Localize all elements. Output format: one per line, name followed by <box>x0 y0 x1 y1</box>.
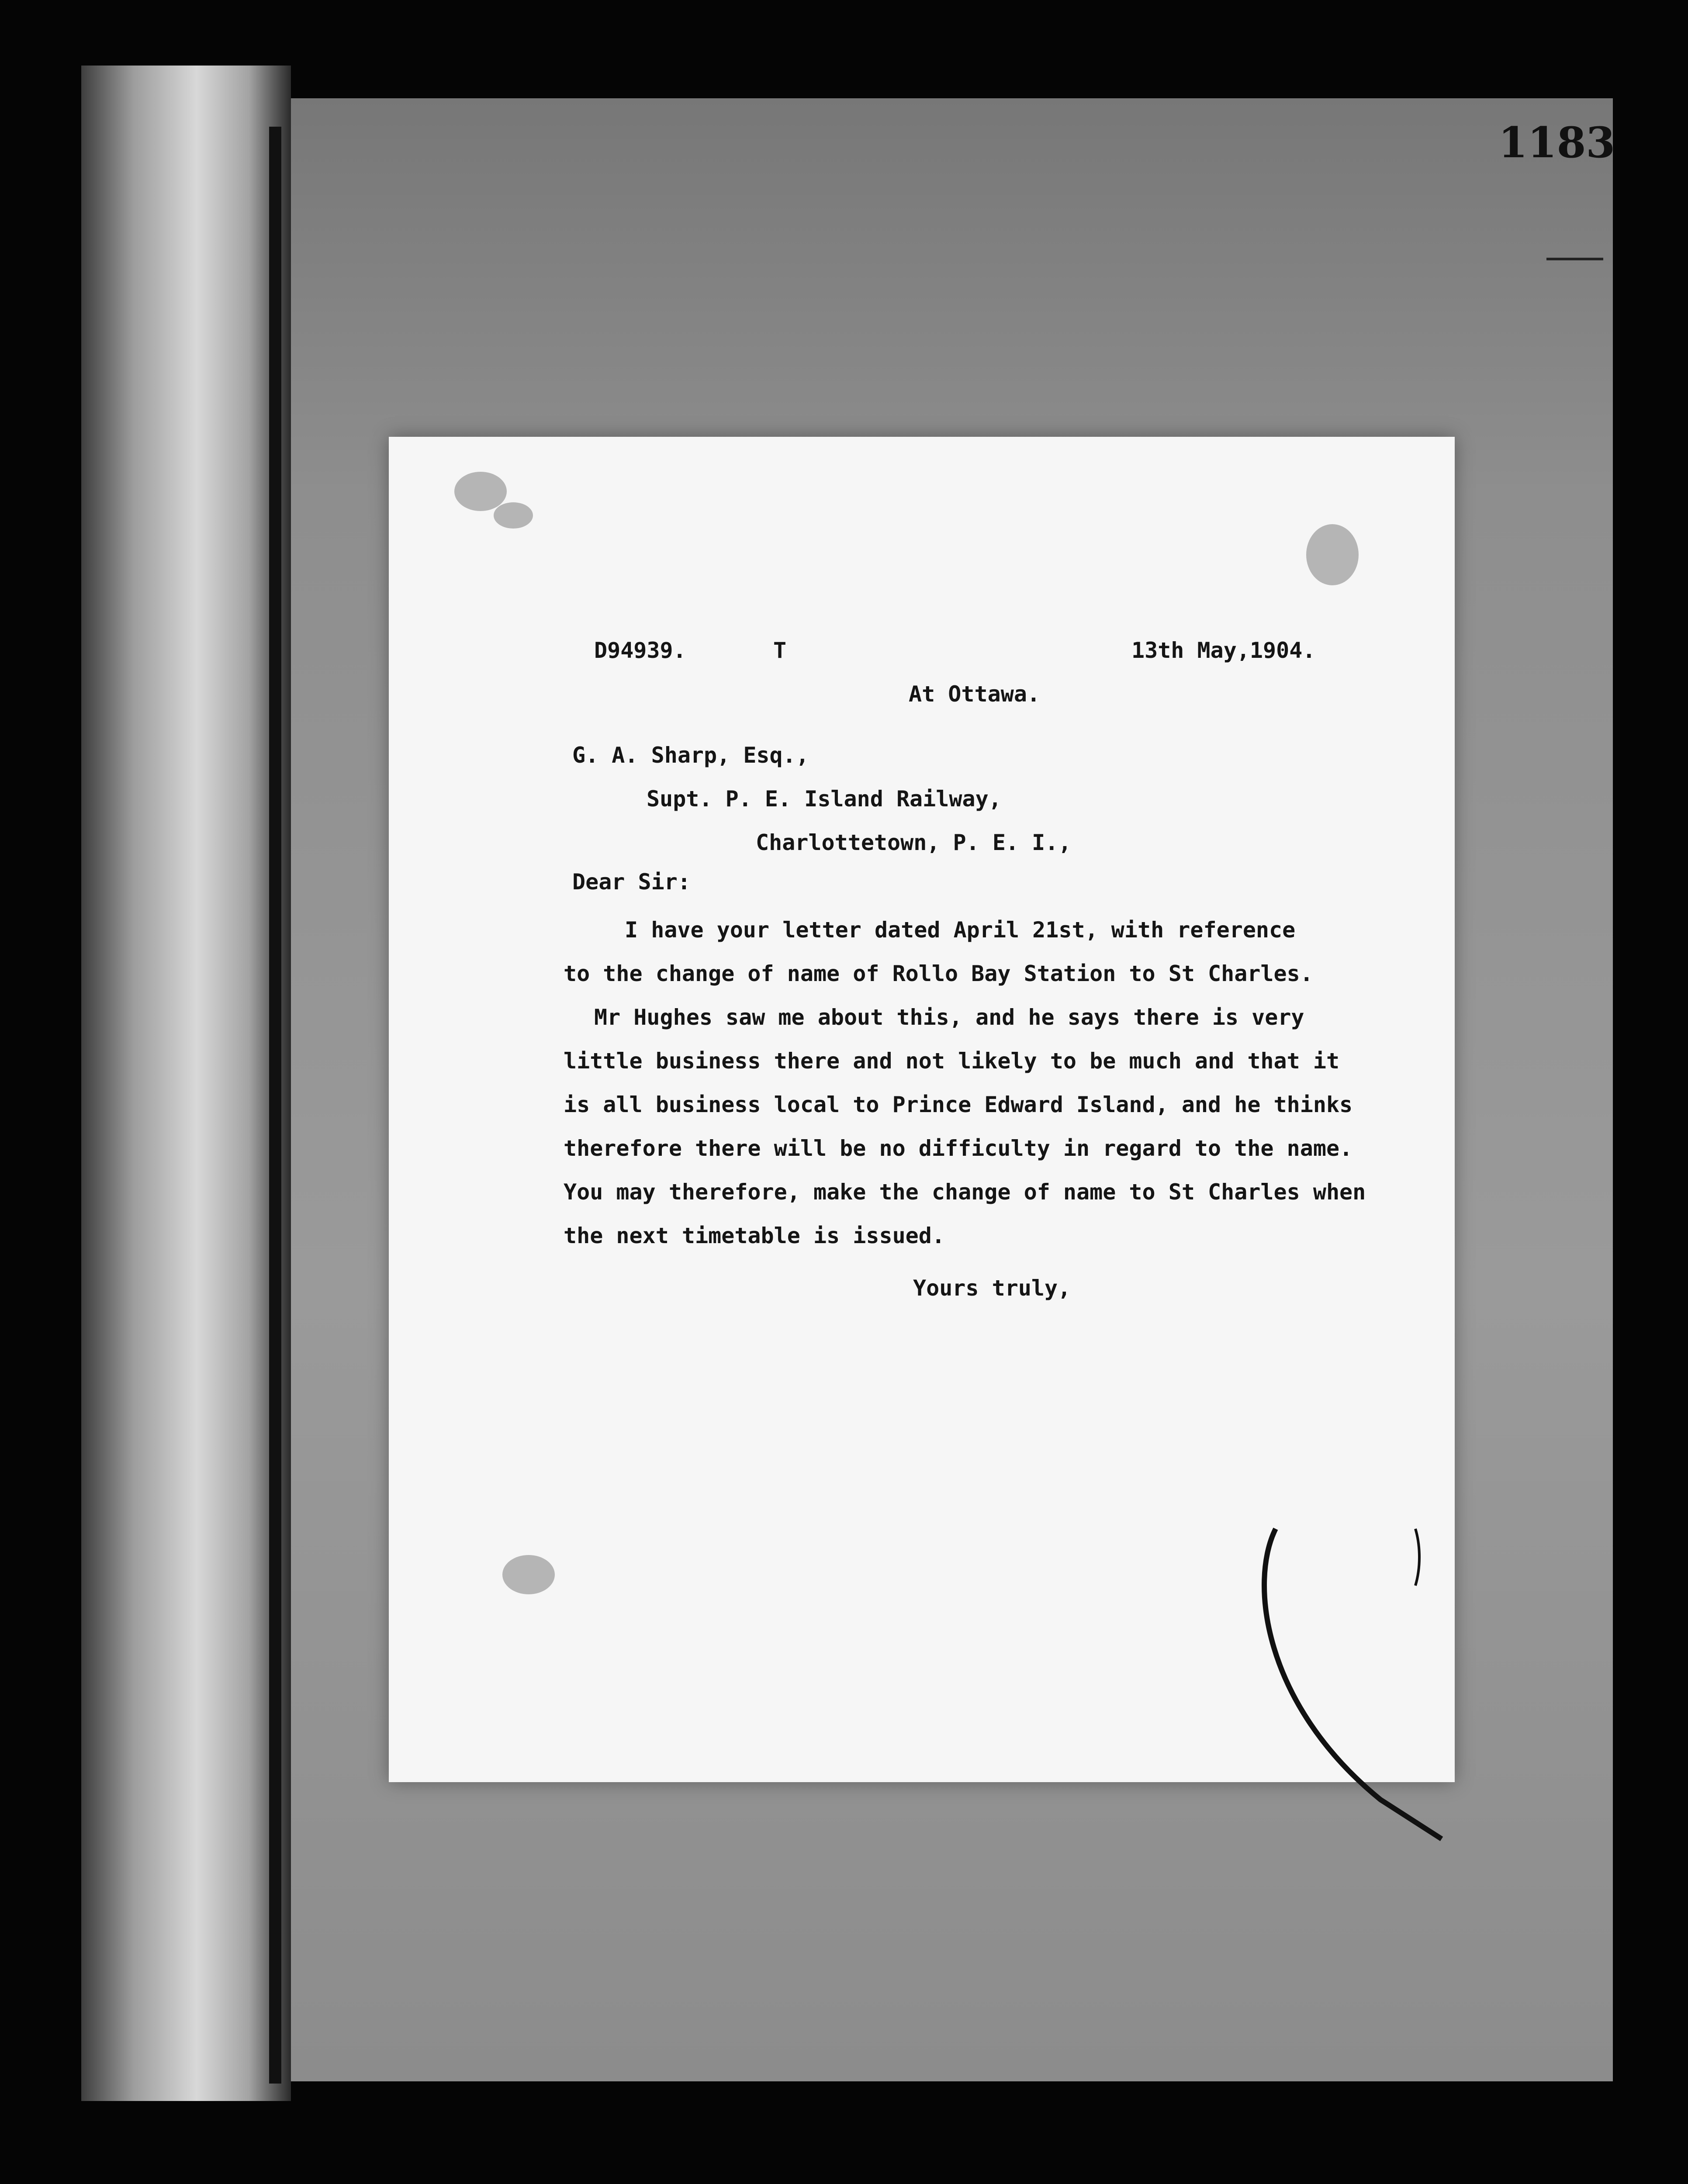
letter-date: 13th May,1904. <box>1131 638 1316 663</box>
body-line: is all business local to Prince Edward Island, and he thinks <box>564 1092 1353 1117</box>
addressee-name: G. A. Sharp, Esq., <box>572 743 809 768</box>
letter-reference: D94939. <box>594 638 686 663</box>
addressee-title: Supt. P. E. Island Railway, <box>647 786 1002 812</box>
ink-stain <box>502 1555 555 1594</box>
salutation: Dear Sir: <box>572 869 691 895</box>
body-line: to the change of name of Rollo Bay Station to St Charles. <box>564 961 1313 986</box>
folio-number: 1183 <box>1498 118 1615 167</box>
closing: Yours truly, <box>913 1275 1071 1301</box>
binding-edge <box>269 127 281 2084</box>
ink-stain <box>454 472 507 511</box>
body-line: You may therefore, make the change of name to St Charles when <box>564 1179 1366 1205</box>
body-line: Mr Hughes saw me about this, and he says there is very <box>594 1005 1304 1030</box>
body-line: the next timetable is issued. <box>564 1223 945 1248</box>
margin-mark <box>1546 258 1603 260</box>
body-line: therefore there will be no difficulty in regard to the name. <box>564 1136 1353 1161</box>
letter-mark: T <box>773 638 787 663</box>
body-line: I have your letter dated April 21st, with reference <box>625 917 1296 943</box>
ink-stain <box>494 502 533 529</box>
book-binding <box>81 66 291 2101</box>
handwritten-signature-mark <box>1249 1520 1477 1843</box>
addressee-city: Charlottetown, P. E. I., <box>756 830 1072 855</box>
letter-place: At Ottawa. <box>909 681 1041 707</box>
ink-stain <box>1306 524 1359 585</box>
body-line: little business there and not likely to be much and that it <box>564 1048 1340 1074</box>
